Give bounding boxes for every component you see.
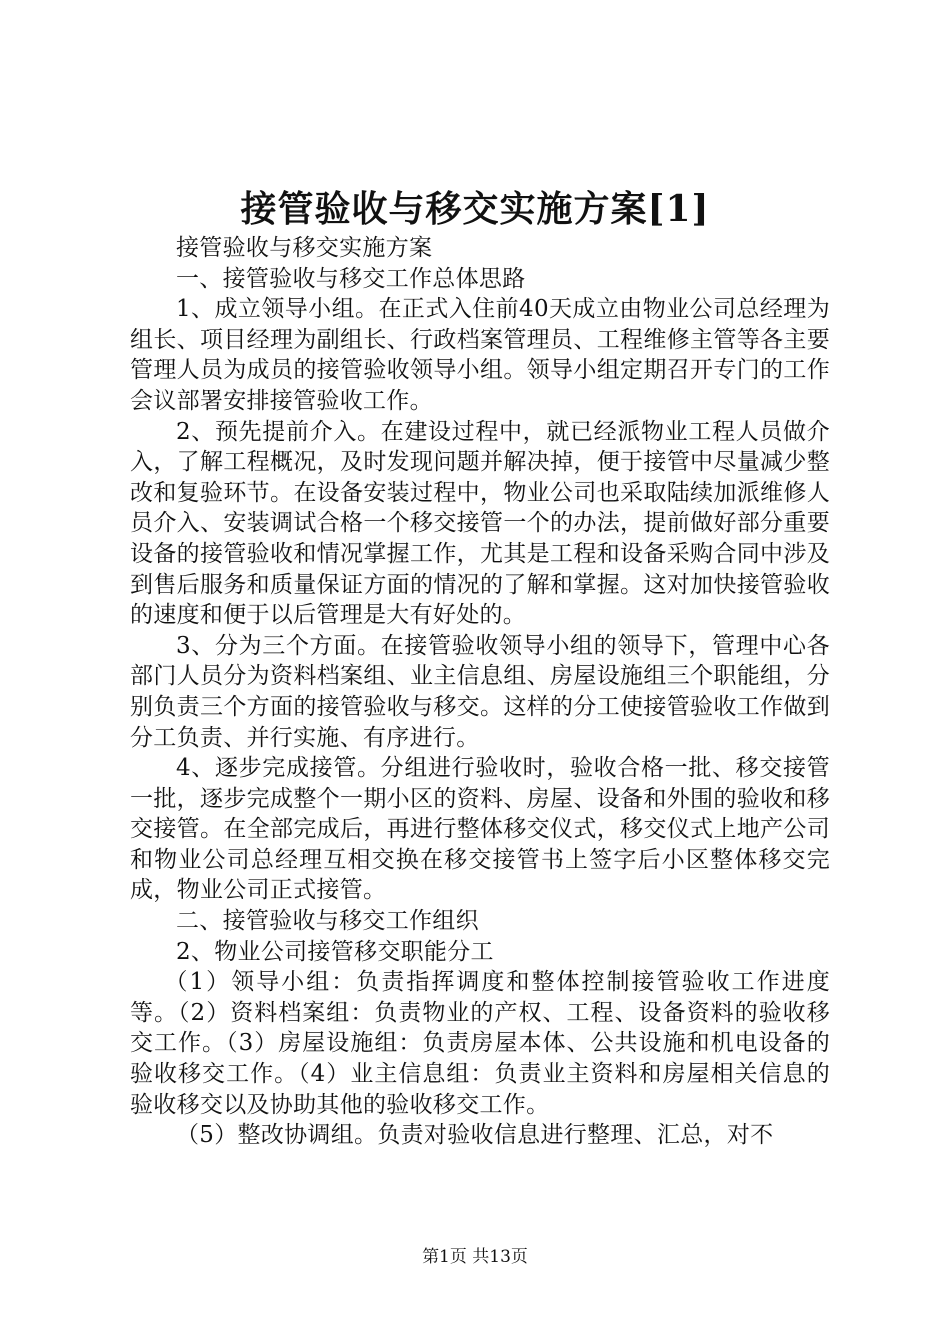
section-heading-1: 一、接管验收与移交工作总体思路	[176, 265, 526, 292]
paragraph-gradual-takeover: 4、逐步完成接管。分组进行验收时，验收合格一批、移交接管一批，逐步完成整个一期小区的资料、房屋、设备和外围的验收和移交接管。在全部完成后，再进行整体移交仪式，移交仪式上地产公司和物业公司总经理互相交换在移交接管书上签字后小区整体移交完成，物业公司正式接管。	[130, 755, 830, 904]
subtitle-line: 接管验收与移交实施方案	[176, 235, 433, 261]
document-title: 接管验收与移交实施方案[1]	[240, 188, 710, 230]
paragraph-leadership-group: 1、成立领导小组。在正式入住前40天成立由物业公司总经理为组长、项目经理为副组长、行政档案管理员、工程维修主管等各主要管理人员为成员的接管验收领导小组。领导小组定期召开专门的工作会议部署安排接管验收工作。	[130, 296, 830, 414]
paragraph-three-aspects: 3、分为三个方面。在接管验收领导小组的领导下，管理中心各部门人员分为资料档案组、业主信息组、房屋设施组三个职能组，分别负责三个方面的接管验收与移交。这样的分工使接管验收工作做到分工负责、并行实施、有序进行。	[130, 632, 830, 751]
paragraph-role-division: （1）领导小组：负责指挥调度和整体控制接管验收工作进度等。（2）资料档案组：负责物业的产权、工程、设备资料的验收移交工作。（3）房屋设施组：负责房屋本体、公共设施和机电设备的验收移交工作。（4）业主信息组：负责业主资料和房屋相关信息的验收移交以及协助其他的验收移交工作。	[130, 969, 830, 1118]
document-body	[130, 233, 830, 1151]
section-heading-2: 二、接管验收与移交工作组织	[176, 908, 479, 935]
subsection-heading: 2、物业公司接管移交职能分工	[176, 938, 494, 965]
paragraph-rectification-group: （5）整改协调组。负责对验收信息进行整理、汇总，对不	[176, 1122, 774, 1149]
page-number-footer: 第1页 共13页	[422, 1247, 528, 1267]
paragraph-early-involvement: 2、预先提前介入。在建设过程中，就已经派物业工程人员做介入，了解工程概况，及时发现问题并解决掉，便于接管中尽量减少整改和复验环节。在设备安装过程中，物业公司也采取陆续加派维修人员介入、安装调试合格一个移交接管一个的办法，提前做好部分重要设备的接管验收和情况掌握工作，尤其是工程和设备采购合同中涉及到售后服务和质量保证方面的情况的了解和掌握。这对加快接管验收的速度和便于以后管理是大有好处的。	[130, 418, 830, 629]
